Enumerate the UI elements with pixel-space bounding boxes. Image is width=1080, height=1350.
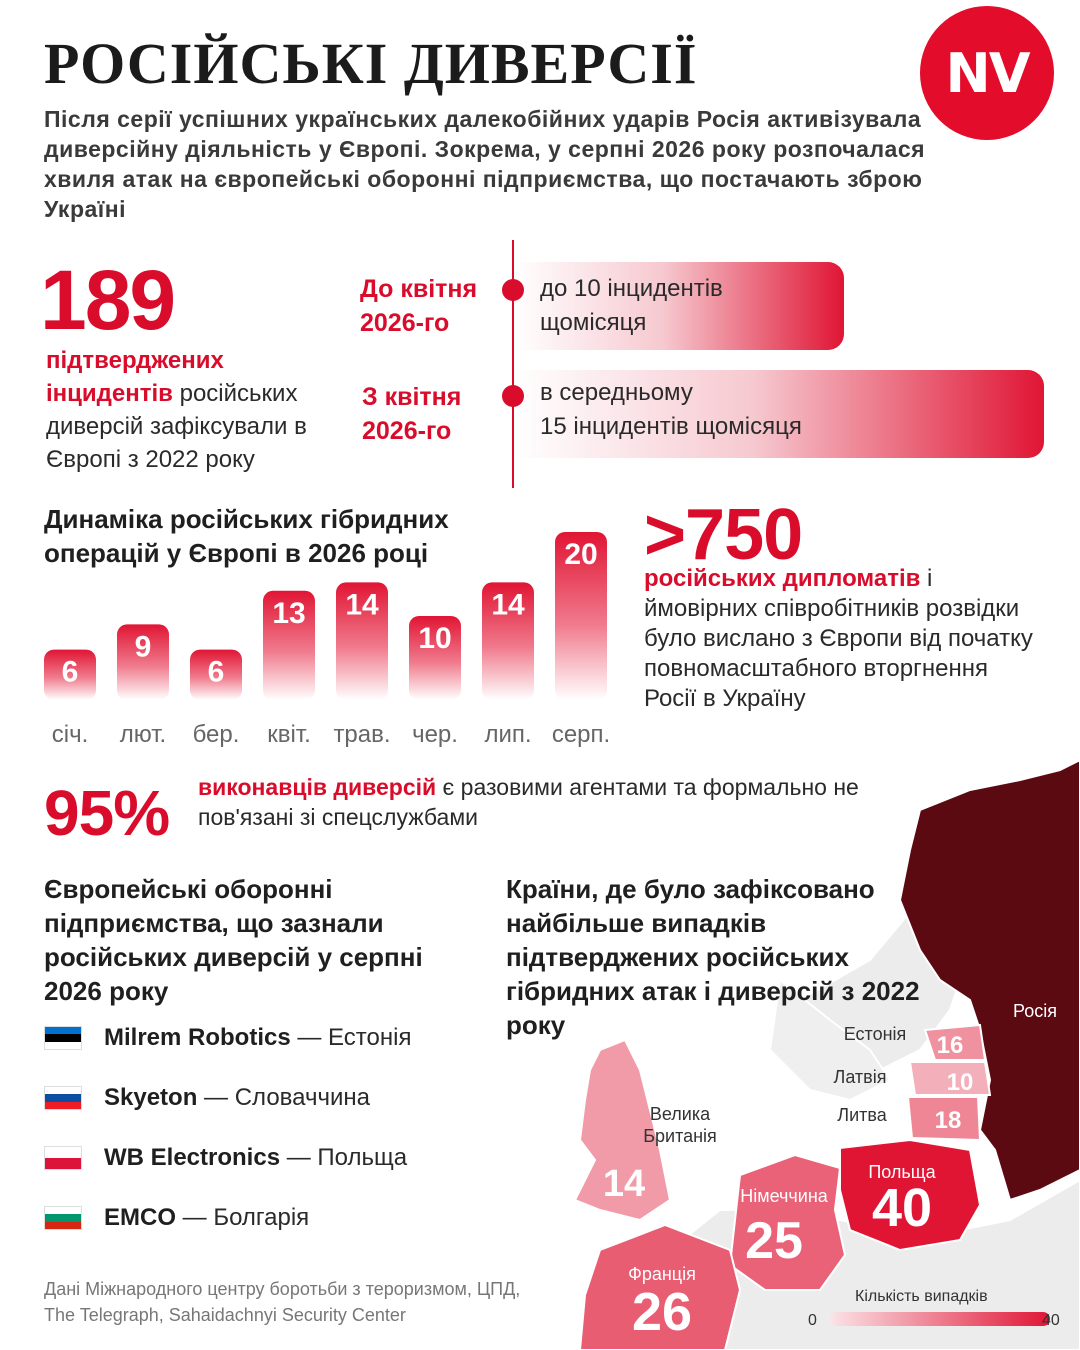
company-country: Естонія [328,1024,412,1051]
chart-category-label: серп. [551,721,611,748]
europe-map [540,750,1080,1350]
map-region-name: Польща [868,1162,936,1182]
chart-category-label: лют. [119,721,167,748]
chart-category-label: трав. [333,721,391,748]
map-region-name: Естонія [843,1024,907,1044]
timeline-dot-2 [502,385,524,407]
timeline-label-1 [360,272,477,340]
map-region-value: 25 [745,1212,803,1270]
page-subtitle: Після серії успішних українських далекобійних ударів Росія активізувала диверсійну діяльність у Європі. Зокрема, у серпні 2026 року розпочалася хвиля атак на європейські оборонні підприємства, що постачають зброю Україні [44,106,926,222]
map-legend-min: 0 [808,1312,817,1329]
chart-value-label: 6 [61,655,79,689]
map-region-name: Латвія [833,1067,887,1087]
map-russia-label: Росія [1013,1001,1057,1021]
chart-value-label: 14 [345,588,379,622]
map-region-name: Німеччина [740,1186,828,1206]
chart-category-label: січ. [51,721,89,748]
chart-category-label: лип. [484,721,532,748]
timeline-label-2 [362,380,461,448]
timeline-label-1-line2: 2026-го [360,309,450,337]
timeline-text-2 [540,376,802,444]
chart-value-label: 20 [564,538,598,571]
map-region-name: Велика [649,1104,711,1124]
chart-category-label: чер. [412,721,458,748]
timeline-label-2-line1: З квітня [362,383,462,411]
chart-category-label: квіт. [267,721,311,748]
company-item: EMCO — Болгарія [44,1204,309,1232]
timeline-text-1-line1: до 10 інцидентів [540,275,723,302]
map-region-value: 16 [936,1032,964,1059]
company-name: WB Electronics [104,1144,281,1171]
map-region-value: 18 [934,1107,962,1134]
chart-value-label: 10 [418,622,452,655]
bulgaria-flag-icon [44,1206,82,1230]
map-region-value: 40 [871,1178,933,1238]
company-item: WB Electronics — Польща [44,1144,407,1172]
map-legend-title: Кількість випадків [855,1288,988,1305]
company-name: Skyeton [104,1084,198,1111]
timeline-text-1-line2: щомісяця [540,309,647,336]
chart-value-label: 9 [134,630,152,664]
company-name: Milrem Robotics [104,1024,291,1051]
incidents-rest: російських диверсій зафіксували в Європі з 2022 року [46,380,307,473]
map-region-value: 14 [602,1163,646,1205]
perpetrators-number: 95% [44,777,170,849]
nv-logo: NV [920,6,1054,140]
companies-title: Європейські оборонні підприємства, що зазнали російських диверсій у серпні 2026 року [44,874,423,1006]
map-region-name: Британія [643,1126,717,1146]
company-country: Польща [317,1144,408,1171]
map-region-name: Литва [837,1105,887,1125]
diplomats-description [644,564,1044,714]
countries-title: Країни, де було зафіксовано найбільше випадків підтверджених російських гібридних атак і диверсій з 2022 року [506,874,920,1040]
source-note: Дані Міжнародного центру боротьби з тероризмом, ЦПД, The Telegraph, Sahaidachnyi Security Center [44,1279,521,1325]
timeline-text-1 [540,272,723,340]
incidents-highlight: підтверджених інцидентів [46,347,224,407]
poland-flag-icon [44,1146,82,1170]
incidents-number: 189 [40,253,175,347]
slovakia-flag-icon [44,1086,82,1110]
monthly-bar-chart [0,520,640,760]
timeline-text-2-line2: 15 інцидентів щомісяця [540,413,802,440]
incidents-description [46,344,336,476]
timeline-text-2-line1: в середньому [540,379,693,406]
chart-category-label: бер. [192,721,240,748]
perpetrators-highlight: виконавців диверсій [198,774,437,800]
map-region-value: 26 [631,1282,693,1342]
company-item: Skyeton — Словаччина [44,1084,370,1112]
company-country: Болгарія [213,1204,310,1231]
chart-value-label: 14 [491,588,525,622]
company-country: Словаччина [234,1084,370,1111]
page-title: РОСІЙСЬКІ ДИВЕРСІЇ [44,31,698,96]
company-item: Milrem Robotics — Естонія [44,1024,411,1052]
estonia-flag-icon [44,1026,82,1050]
company-name: EMCO [104,1204,176,1231]
timeline-label-2-line2: 2026-го [362,417,452,445]
diplomats-highlight: російських дипломатів [644,565,921,592]
diplomats-rest: і ймовірних співробітників розвідки було вислано з Європи від початку повномасштабного вторгнення Росії в Україну [644,565,1033,712]
chart-value-label: 13 [272,596,306,630]
timeline-dot-1 [502,279,524,301]
chart-value-label: 6 [207,655,225,689]
map-legend-bar [830,1312,1050,1326]
perpetrators-rest: є разовими агентами та формально не пов'язані зі спецслужбами [198,774,859,830]
diplomats-number: >750 [644,495,803,575]
map-region-value: 10 [946,1069,974,1096]
map-region-name: Франція [628,1264,696,1284]
chart-title: Динаміка російських гібридних операцій у Європі в 2026 році [44,504,449,568]
timeline-label-1-line1: До квітня [360,275,478,303]
map-legend-max: 40 [1042,1312,1060,1329]
